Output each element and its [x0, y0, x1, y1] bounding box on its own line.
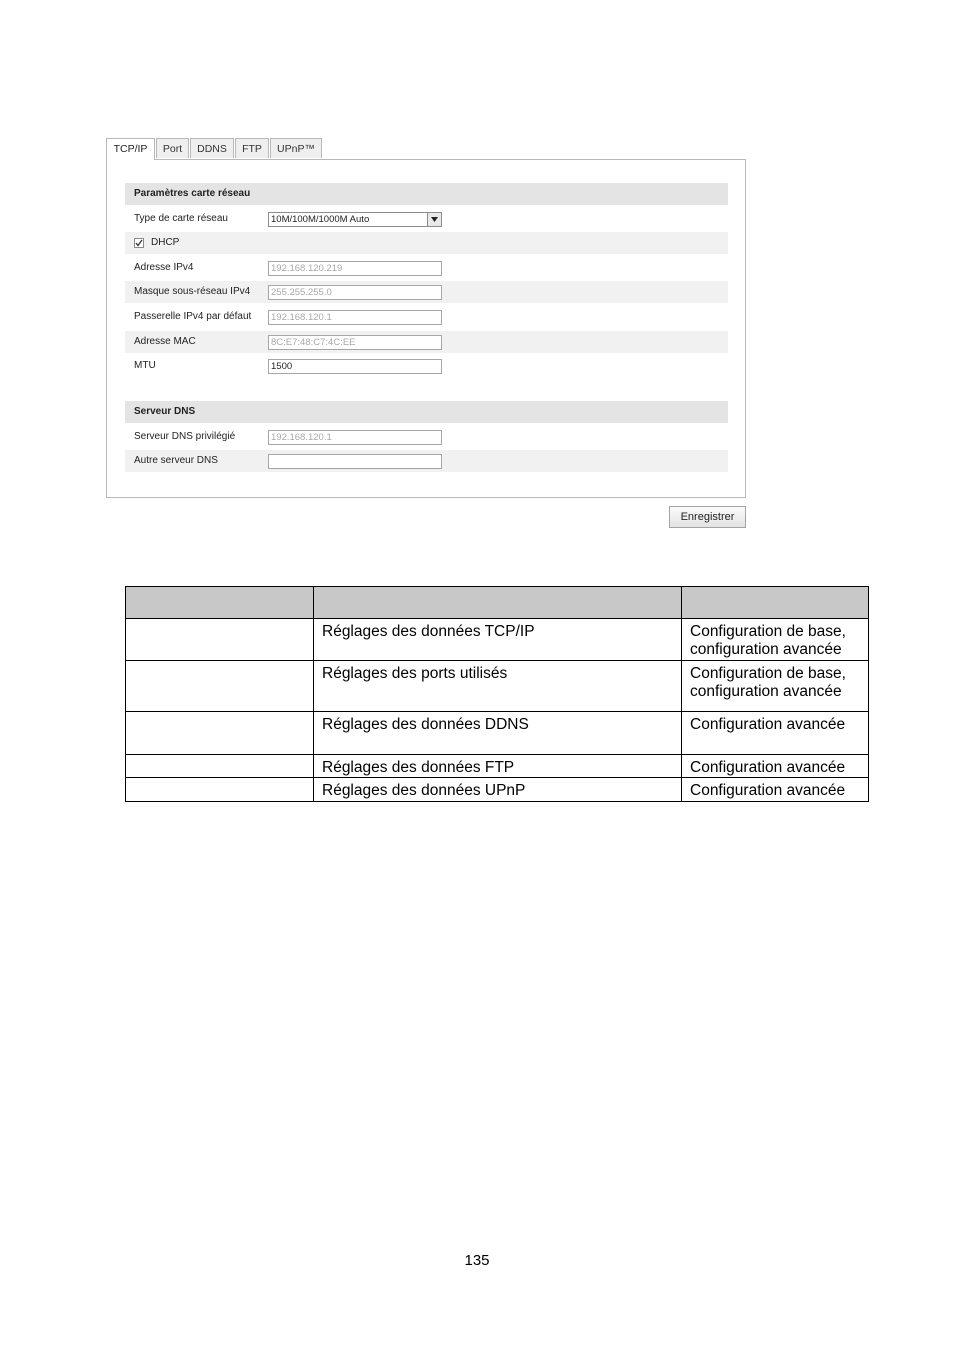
ipv4-label: Adresse IPv4 [134, 262, 194, 273]
dhcp-checkbox[interactable] [134, 238, 144, 248]
table-row [126, 619, 869, 661]
alternate-dns-label: Autre serveur DNS [134, 455, 218, 466]
table-cell: Réglages des ports utilisés [314, 661, 682, 712]
mask-row [125, 281, 728, 303]
tab-ddns[interactable]: DDNS [190, 138, 234, 158]
table-row [126, 778, 869, 802]
table-cell [126, 661, 314, 712]
table-cell: Configuration avancée [682, 712, 869, 755]
mac-label: Adresse MAC [134, 336, 196, 347]
table-cell: Réglages des données TCP/IP [314, 619, 682, 661]
table-cell [126, 755, 314, 778]
mtu-field[interactable]: 1500 [268, 359, 442, 374]
tab-upnp[interactable]: UPnP™ [270, 138, 322, 158]
tcpip-settings-panel [106, 159, 746, 498]
preferred-dns-row [125, 426, 728, 448]
settings-table [125, 586, 869, 802]
tab-ftp[interactable]: FTP [235, 138, 269, 158]
mtu-label: MTU [134, 360, 156, 371]
nic-type-row [125, 208, 728, 230]
table-header-cell [126, 587, 314, 619]
chevron-down-icon[interactable] [427, 213, 441, 226]
table-cell: Configuration avancée [682, 755, 869, 778]
table-row [126, 661, 869, 712]
table-cell: Configuration avancée [682, 778, 869, 802]
dhcp-label: DHCP [151, 237, 180, 248]
mac-field[interactable]: 8C:E7:48:C7:4C:EE [268, 335, 442, 350]
table-header-row [126, 587, 869, 619]
dns-section-title: Serveur DNS [125, 401, 728, 423]
table-cell: Configuration de base, configuration avancée [682, 661, 869, 712]
nic-type-label: Type de carte réseau [134, 213, 228, 224]
nic-type-select[interactable] [268, 212, 442, 227]
mtu-row [125, 355, 728, 377]
table-cell [126, 712, 314, 755]
table-row [126, 755, 869, 778]
tab-tcpip[interactable]: TCP/IP [106, 138, 155, 160]
gateway-label: Passerelle IPv4 par défaut [134, 311, 252, 322]
table-cell: Configuration de base, configuration avancée [682, 619, 869, 661]
preferred-dns-field[interactable]: 192.168.120.1 [268, 430, 442, 445]
ipv4-field[interactable]: 192.168.120.219 [268, 261, 442, 276]
checkmark-icon [135, 239, 143, 247]
alternate-dns-field[interactable] [268, 454, 442, 469]
table-row [126, 712, 869, 755]
table-cell [126, 619, 314, 661]
table-cell: Réglages des données UPnP [314, 778, 682, 802]
alternate-dns-row [125, 450, 728, 472]
mask-field[interactable]: 255.255.255.0 [268, 285, 442, 300]
nic-type-value: 10M/100M/1000M Auto [271, 214, 370, 225]
table-cell: Réglages des données FTP [314, 755, 682, 778]
gateway-field[interactable]: 192.168.120.1 [268, 310, 442, 325]
nic-section-title: Paramètres carte réseau [125, 183, 728, 205]
page-number: 135 [464, 1252, 490, 1269]
table-cell: Réglages des données DDNS [314, 712, 682, 755]
ipv4-row [125, 257, 728, 279]
mask-label: Masque sous-réseau IPv4 [134, 286, 251, 297]
table-header-cell [314, 587, 682, 619]
table-cell [126, 778, 314, 802]
save-button[interactable]: Enregistrer [669, 506, 746, 528]
tab-port[interactable]: Port [156, 138, 189, 158]
gateway-row [125, 306, 728, 328]
mac-row [125, 331, 728, 353]
table-header-cell [682, 587, 869, 619]
dhcp-row [125, 232, 728, 254]
preferred-dns-label: Serveur DNS privilégié [134, 431, 236, 442]
